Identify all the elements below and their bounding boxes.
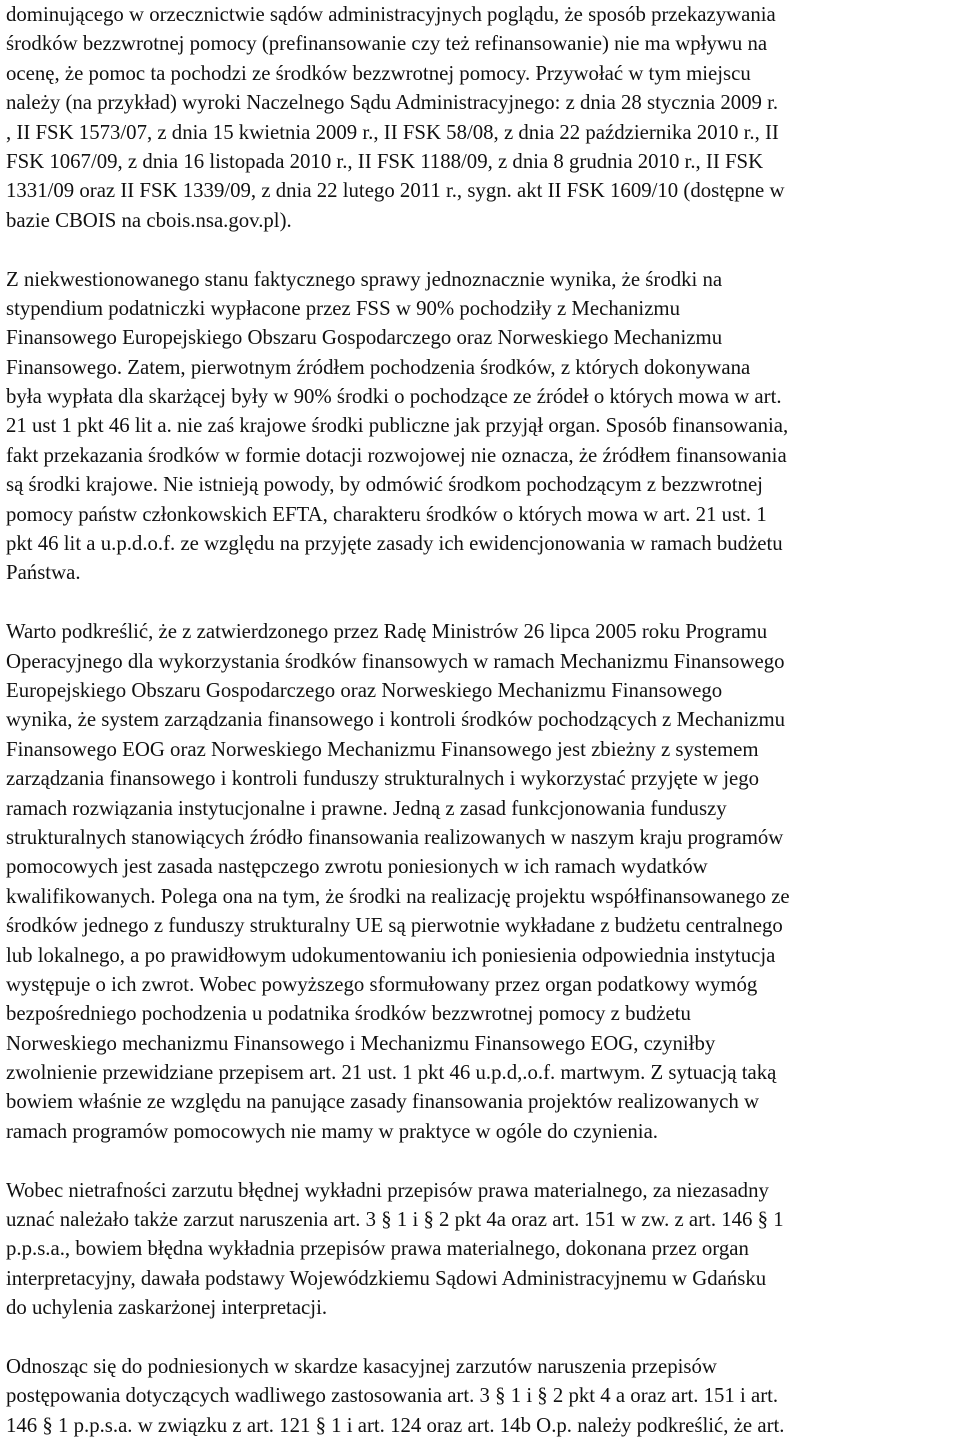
text-line: postępowania dotyczących wadliwego zastosowania art. 3 § 1 i § 2 pkt 4 a oraz art. 151 i art. [6, 1384, 779, 1408]
paragraph [6, 617, 954, 1146]
paragraph-gap [6, 1146, 954, 1175]
text-line: Operacyjnego dla wykorzystania środków finansowych w ramach Mechanizmu Finansowego [6, 649, 785, 673]
text-line: bowiem właśnie ze względu na panujące zasady finansowania projektów realizowanych w [6, 1090, 760, 1114]
text-line: środków bezzwrotnej pomocy (prefinansowanie czy też refinansowanie) nie ma wpływu na [6, 32, 768, 56]
text-line: pomocowych jest zasada następczego zwrotu poniesionych w ich ramach wydatków [6, 855, 708, 879]
text-line: Finansowego. Zatem, pierwotnym źródłem pochodzenia środków, z których dokonywana [6, 355, 751, 379]
text-line: interpretacyjny, dawała podstawy Wojewódzkiemu Sądowi Administracyjnemu w Gdańsku [6, 1266, 767, 1290]
text-line: Finansowego EOG oraz Norweskiego Mechanizmu Finansowego jest zbieżny z systemem [6, 737, 759, 761]
text-line: , II FSK 1573/07, z dnia 15 kwietnia 2009 r., II FSK 58/08, z dnia 22 października 2010 r., II [6, 120, 779, 144]
text-line: uznać należało także zarzut naruszenia art. 3 § 1 i § 2 pkt 4a oraz art. 151 w zw. z art. 146 § 1 [6, 1208, 784, 1232]
text-line: ocenę, że pomoc ta pochodzi ze środków bezzwrotnej pomocy. Przywołać w tym miejscu [6, 61, 751, 85]
text-line: ramach programów pomocowych nie mamy w praktyce w ogóle do czynienia. [6, 1119, 658, 1143]
paragraph [6, 1352, 954, 1440]
text-line: należy (na przykład) wyroki Naczelnego Sądu Administracyjnego: z dnia 28 stycznia 2009 r. [6, 91, 779, 115]
text-line: kwalifikowanych. Polega ona na tym, że środki na realizację projektu współfinansowanego ze [6, 884, 790, 908]
text-line: była wypłata dla skarżącej były w 90% środki o pochodzące ze źródeł o których mowa w art. [6, 385, 782, 409]
text-line: ramach rozwiązania instytucjonalne i prawne. Jedną z zasad funkcjonowania funduszy [6, 796, 727, 820]
paragraph [6, 1176, 954, 1323]
text-line: pkt 46 lit a u.p.d.o.f. ze względu na przyjęte zasady ich ewidencjonowania w ramach budżetu [6, 532, 783, 556]
text-line: są środki krajowe. Nie istnieją powody, by odmówić środkom pochodzącym z bezzwrotnej [6, 473, 763, 497]
text-line: bezpośredniego pochodzenia u podatnika środków bezzwrotnej pomocy z budżetu [6, 1002, 691, 1026]
text-line: lub lokalnego, a po prawidłowym udokumentowaniu ich poniesienia odpowiednia instytucja [6, 943, 776, 967]
paragraph-gap [6, 235, 954, 264]
text-line: Warto podkreślić, że z zatwierdzonego przez Radę Ministrów 26 lipca 2005 roku Programu [6, 620, 768, 644]
paragraph-gap [6, 588, 954, 617]
text-line: bazie CBOIS na cbois.nsa.gov.pl). [6, 208, 292, 232]
paragraph [6, 265, 954, 588]
text-line: Z niekwestionowanego stanu faktycznego sprawy jednoznacznie wynika, że środki na [6, 267, 723, 291]
text-line: Wobec nietrafności zarzutu błędnej wykładni przepisów prawa materialnego, za niezasadny [6, 1178, 769, 1202]
text-line: do uchylenia zaskarżonej interpretacji. [6, 1296, 328, 1320]
text-line: zarządzania finansowego i kontroli funduszy strukturalnych i wykorzystać przyjęte w jego [6, 767, 760, 791]
text-line: FSK 1067/09, z dnia 16 listopada 2010 r., II FSK 1188/09, z dnia 8 grudnia 2010 r., II FSK [6, 149, 764, 173]
text-line: fakt przekazania środków w formie dotacji rozwojowej nie oznacza, że źródłem finansowania [6, 443, 787, 467]
text-line: dominującego w orzecznictwie sądów administracyjnych poglądu, że sposób przekazywania [6, 3, 776, 26]
text-line: Odnosząc się do podniesionych w skardze kasacyjnej zarzutów naruszenia przepisów [6, 1354, 717, 1378]
text-line: Norweskiego mechanizmu Finansowego i Mechanizmu Finansowego EOG, czyniłby [6, 1031, 716, 1055]
text-line: p.p.s.a., bowiem błędna wykładnia przepisów prawa materialnego, dokonana przez organ [6, 1237, 749, 1261]
text-line: 1331/09 oraz II FSK 1339/09, z dnia 22 lutego 2011 r., sygn. akt II FSK 1609/10 (dostępne w [6, 179, 785, 203]
text-line: strukturalnych stanowiących źródło finansowania realizowanych w naszym kraju programów [6, 825, 784, 849]
text-line: 146 § 1 p.p.s.a. w związku z art. 121 § 1 i art. 124 oraz art. 14b O.p. należy podkreślić, że art. [6, 1413, 785, 1437]
text-line: środków jednego z funduszy strukturalny UE są pierwotnie wykładane z budżetu centralnego [6, 914, 783, 938]
text-line: stypendium podatniczki wypłacone przez FSS w 90% pochodziły z Mechanizmu [6, 296, 680, 320]
paragraph [6, 0, 954, 235]
text-line: wynika, że system zarządzania finansowego i kontroli środków pochodzących z Mechanizmu [6, 708, 786, 732]
text-line: pomocy państw członkowskich EFTA, charakteru środków o których mowa w art. 21 ust. 1 [6, 502, 767, 526]
text-line: występuje o ich zwrot. Wobec powyższego sformułowany przez organ podatkowy wymóg [6, 972, 758, 996]
text-line: Europejskiego Obszaru Gospodarczego oraz Norweskiego Mechanizmu Finansowego [6, 678, 723, 702]
text-line: zwolnienie przewidziane przepisem art. 21 ust. 1 pkt 46 u.p.d,.o.f. martwym. Z sytuacją taką [6, 1061, 777, 1085]
text-line: Państwa. [6, 561, 81, 585]
text-line: 21 ust 1 pkt 46 lit a. nie zaś krajowe środki publiczne jak przyjął organ. Sposób finansowania, [6, 414, 789, 438]
paragraph-gap [6, 1323, 954, 1352]
text-line: Finansowego Europejskiego Obszaru Gospodarczego oraz Norweskiego Mechanizmu [6, 326, 723, 350]
